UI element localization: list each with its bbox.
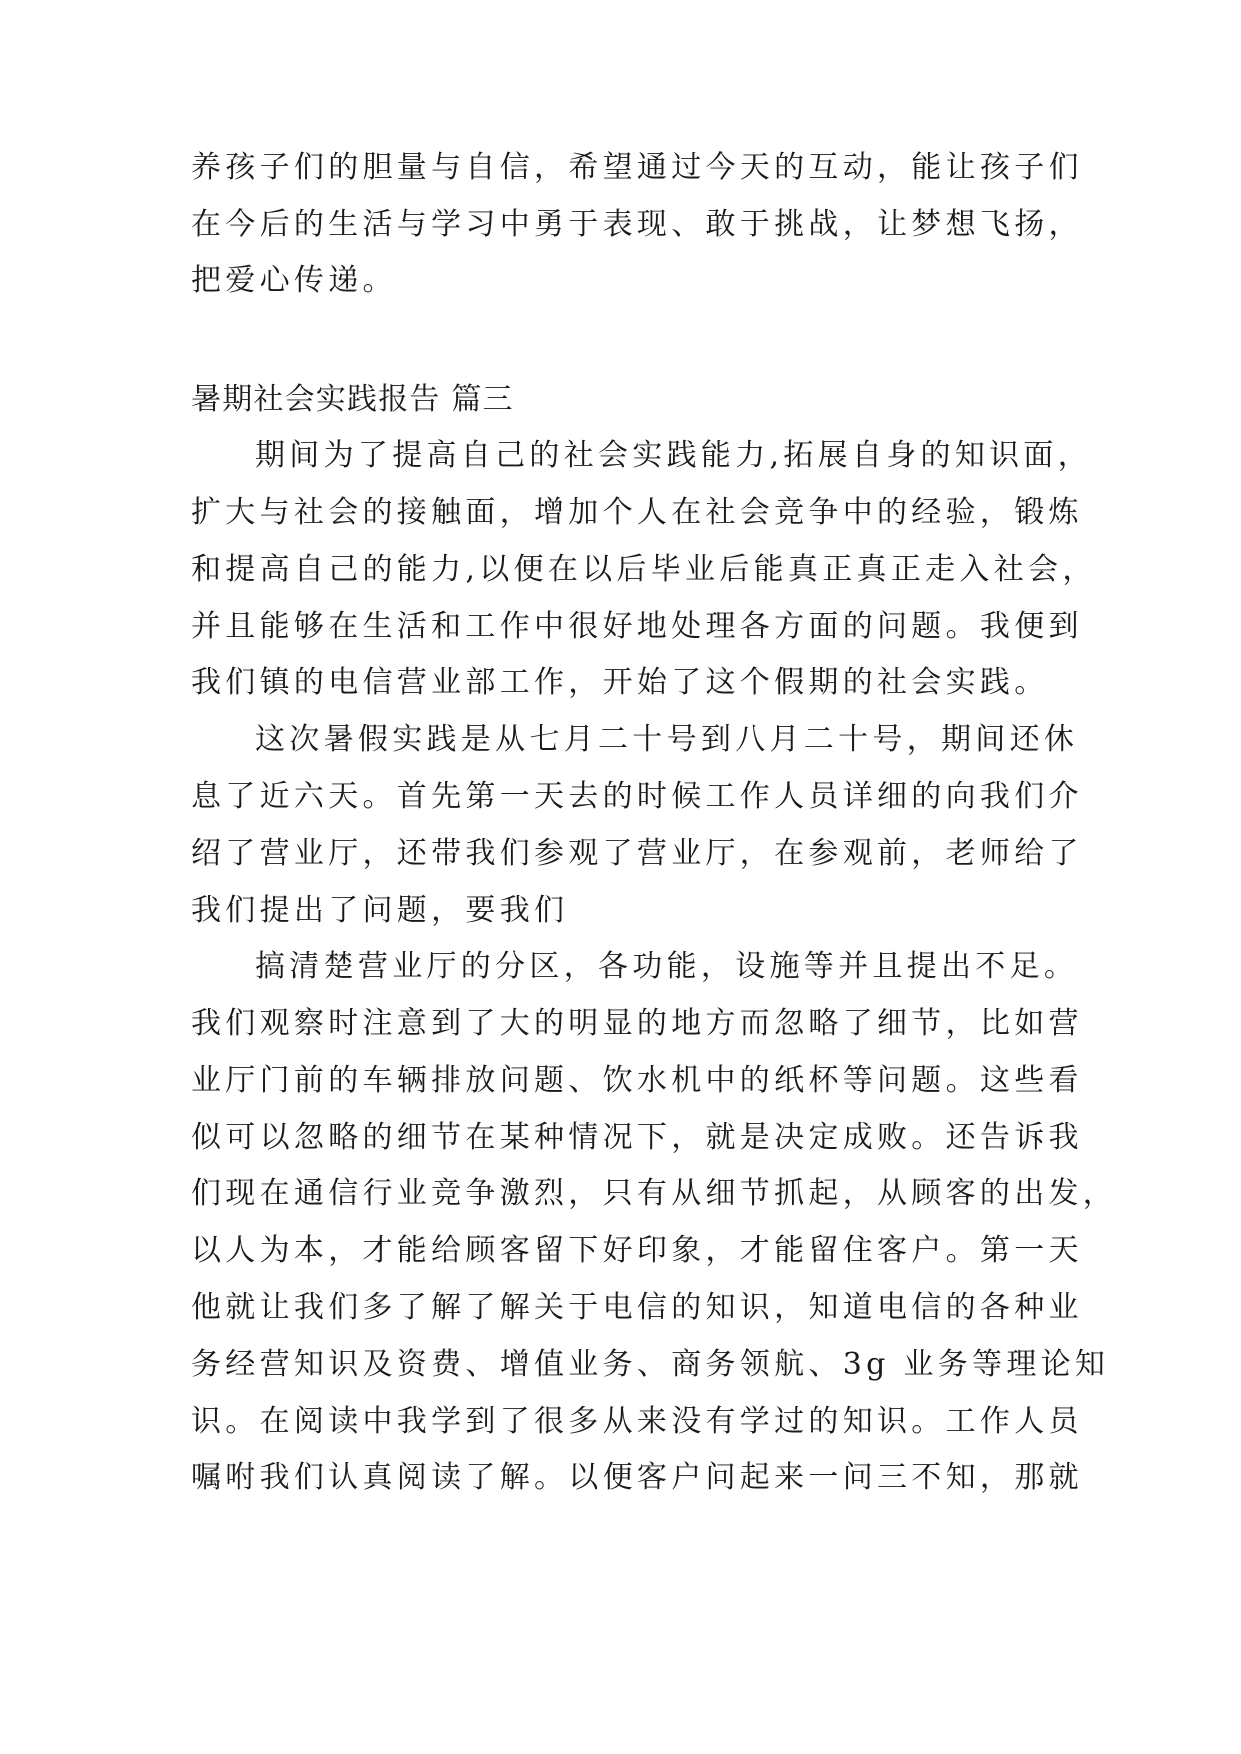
paragraph3-line-1: 搞清楚营业厅的分区，各功能，设施等并且提出不足。: [255, 949, 1079, 984]
paragraph3-line-8: 务经营知识及资费、增值业务、商务领航、3g 业务等理论知: [191, 1347, 1110, 1382]
intro-line-2: 在今后的生活与学习中勇于表现、敢于挑战，让梦想飞扬，: [191, 207, 1083, 242]
paragraph1-line-1: 期间为了提高自己的社会实践能力,拓展自身的知识面，: [255, 438, 1093, 473]
paragraph3-line-2: 我们观察时注意到了大的明显的地方而忽略了细节，比如营: [191, 1006, 1083, 1041]
paragraph2-line-1: 这次暑假实践是从七月二十号到八月二十号，期间还休: [255, 722, 1079, 757]
paragraph3-line-10: 嘱咐我们认真阅读了解。以便客户问起来一问三不知，那就: [191, 1460, 1083, 1495]
paragraph2-line-2: 息了近六天。首先第一天去的时候工作人员详细的向我们介: [191, 779, 1083, 814]
paragraph2-line-3: 绍了营业厅，还带我们参观了营业厅，在参观前，老师给了: [191, 836, 1083, 871]
paragraph1-line-3: 和提高自己的能力,以便在以后毕业后能真正真正走入社会，: [191, 552, 1097, 587]
intro-line-3: 把爱心传递。: [191, 263, 397, 298]
paragraph2-line-4: 我们提出了问题，要我们: [191, 893, 569, 928]
paragraph1-line-4: 并且能够在生活和工作中很好地处理各方面的问题。我便到: [191, 609, 1083, 644]
paragraph1-line-2: 扩大与社会的接触面，增加个人在社会竞争中的经验，锻炼: [191, 495, 1083, 530]
paragraph3-line-3: 业厅门前的车辆排放问题、饮水机中的纸杯等问题。这些看: [191, 1063, 1083, 1098]
intro-line-1: 养孩子们的胆量与自信，希望通过今天的互动，能让孩子们: [191, 150, 1083, 185]
paragraph3-line-7: 他就让我们多了解了解关于电信的知识，知道电信的各种业: [191, 1290, 1083, 1325]
section-heading: 暑期社会实践报告 篇三: [191, 382, 514, 417]
paragraph1-line-5: 我们镇的电信营业部工作，开始了这个假期的社会实践。: [191, 665, 1049, 700]
paragraph3-line-4: 似可以忽略的细节在某种情况下，就是决定成败。还告诉我: [191, 1120, 1083, 1155]
paragraph3-line-6: 以人为本，才能给顾客留下好印象，才能留住客户。第一天: [191, 1233, 1083, 1268]
paragraph3-line-5: 们现在通信行业竞争激烈，只有从细节抓起，从顾客的出发，: [191, 1176, 1118, 1211]
paragraph3-line-9: 识。在阅读中我学到了很多从来没有学过的知识。工作人员: [191, 1404, 1083, 1439]
